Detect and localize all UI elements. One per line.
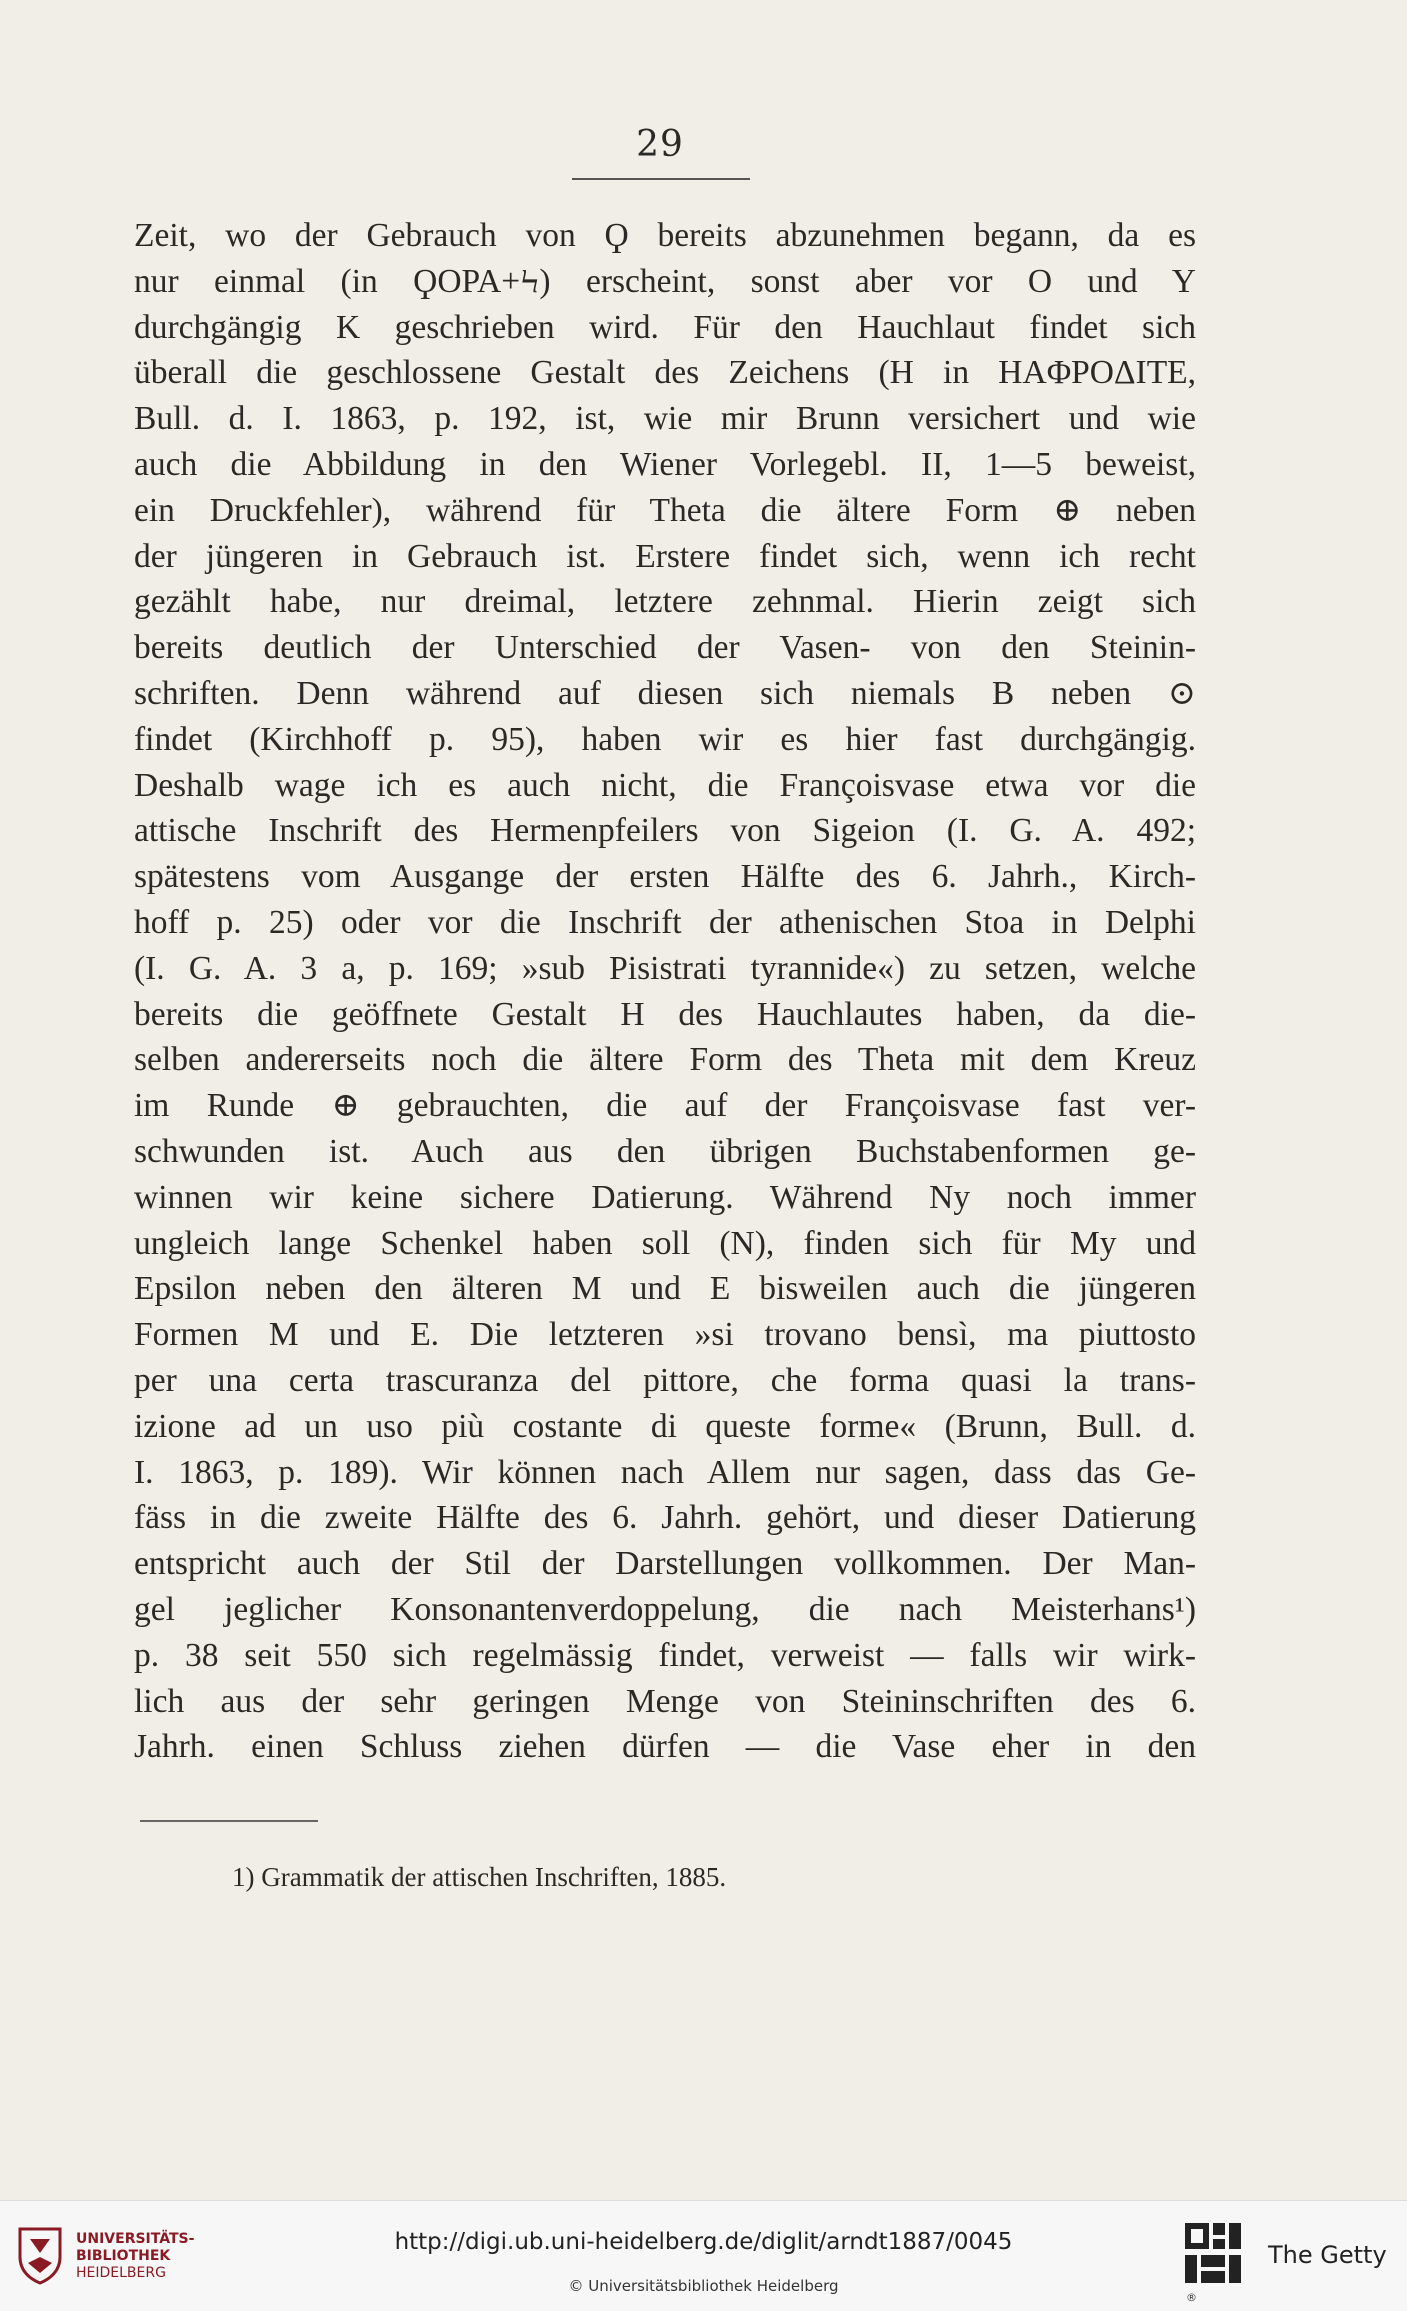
text-line: nur einmal (in ϘOPA+Ϟ) erscheint, sonst aber vor O und Y (134, 262, 1196, 300)
text-line: Deshalb wage ich es auch nicht, die Françoisvase etwa vor die (134, 766, 1196, 804)
text-line: ungleich lange Schenkel haben soll (N), finden sich für My und (134, 1224, 1196, 1262)
text-line: durchgängig K geschrieben wird. Für den Hauchlaut findet sich (134, 308, 1196, 346)
text-line: winnen wir keine sichere Datierung. Während Ny noch immer (134, 1178, 1196, 1216)
partner-name: The Getty (1268, 2241, 1387, 2269)
text-line: lich aus der sehr geringen Menge von Steininschriften des 6. (134, 1682, 1196, 1720)
text-line: gel jeglicher Konsonantenverdoppelung, die nach Meisterhans¹) (134, 1590, 1196, 1628)
text-line: izione ad un uso più costante di queste forme« (Brunn, Bull. d. (134, 1407, 1196, 1445)
text-line: per una certa trascuranza del pittore, che forma quasi la trans- (134, 1361, 1196, 1399)
text-line: der jüngeren in Gebrauch ist. Erstere findet sich, wenn ich recht (134, 537, 1196, 575)
text-line: schriften. Denn während auf diesen sich niemals B neben ⊙ (134, 674, 1196, 712)
text-line: fäss in die zweite Hälfte des 6. Jahrh. gehört, und dieser Datierung (134, 1499, 1196, 1537)
library-footer (0, 2200, 1407, 2311)
text-line: spätestens vom Ausgange der ersten Hälfte des 6. Jahrh., Kirch- (134, 858, 1196, 896)
text-line: Zeit, wo der Gebrauch von Ϙ bereits abzunehmen begann, da es (134, 217, 1196, 254)
text-line: attische Inschrift des Hermenpfeilers von Sigeion (I. G. A. 492; (134, 812, 1196, 850)
permalink-url[interactable]: http://digi.ub.uni-heidelberg.de/diglit/arndt1887/0045 (394, 2229, 1013, 2255)
text-line: (I. G. A. 3 a, p. 169; »sub Pisistrati tyrannide«) zu setzen, welche (134, 949, 1196, 987)
getty-logo-icon (1183, 2221, 1245, 2287)
footnote-rule (140, 1820, 318, 1822)
footnote-text: Grammatik der attischen Inschriften, 1885. (261, 1862, 727, 1892)
footnote (232, 1862, 726, 1893)
header-rule (572, 178, 750, 180)
page-number: 29 (636, 124, 684, 165)
text-line: selben andererseits noch die ältere Form des Theta mit dem Kreuz (134, 1041, 1196, 1079)
text-line: schwunden ist. Auch aus den übrigen Buchstabenformen ge- (134, 1132, 1196, 1170)
text-line: I. 1863, p. 189). Wir können nach Allem nur sagen, dass das Ge- (134, 1453, 1196, 1491)
text-line: p. 38 seit 550 sich regelmässig findet, verweist — falls wir wirk- (134, 1636, 1196, 1674)
text-line: Epsilon neben den älteren M und E bisweilen auch die jüngeren (134, 1270, 1196, 1308)
text-line: ein Druckfehler), während für Theta die ältere Form ⊕ neben (134, 491, 1196, 529)
text-line: entspricht auch der Stil der Darstellungen vollkommen. Der Man- (134, 1545, 1196, 1583)
text-line: bereits die geöffnete Gestalt H des Hauchlautes haben, da die- (134, 995, 1196, 1033)
text-line: auch die Abbildung in den Wiener Vorlegebl. II, 1—5 beweist, (134, 445, 1196, 483)
text-line: im Runde ⊕ gebrauchten, die auf der Françoisvase fast ver- (134, 1087, 1196, 1125)
text-line: Formen M und E. Die letzteren »si trovano bensì, ma piuttosto (134, 1316, 1196, 1354)
institution-name: UNIVERSITÄTS- BIBLIOTHEK HEIDELBERG (76, 2231, 195, 2281)
body-text (134, 213, 1196, 1770)
text-line: hoff p. 25) oder vor die Inschrift der athenischen Stoa in Delphi (134, 903, 1196, 941)
text-line: Bull. d. I. 1863, p. 192, ist, wie mir Brunn versichert und wie (134, 400, 1196, 438)
text-line: gezählt habe, nur dreimal, letztere zehnmal. Hierin zeigt sich (134, 583, 1196, 621)
text-line: Jahrh. einen Schluss ziehen dürfen — die Vase eher in den (134, 1728, 1196, 1766)
text-line: bereits deutlich der Unterschied der Vasen- von den Steinin- (134, 629, 1196, 667)
text-line: findet (Kirchhoff p. 95), haben wir es hier fast durchgängig. (134, 720, 1196, 758)
text-line: überall die geschlossene Gestalt des Zeichens (H in HAΦPOΔITE, (134, 354, 1196, 392)
registered-mark: ® (1186, 2291, 1197, 2304)
copyright-notice: © Universitätsbibliothek Heidelberg (568, 2277, 839, 2295)
footnote-marker: 1) (232, 1862, 255, 1892)
